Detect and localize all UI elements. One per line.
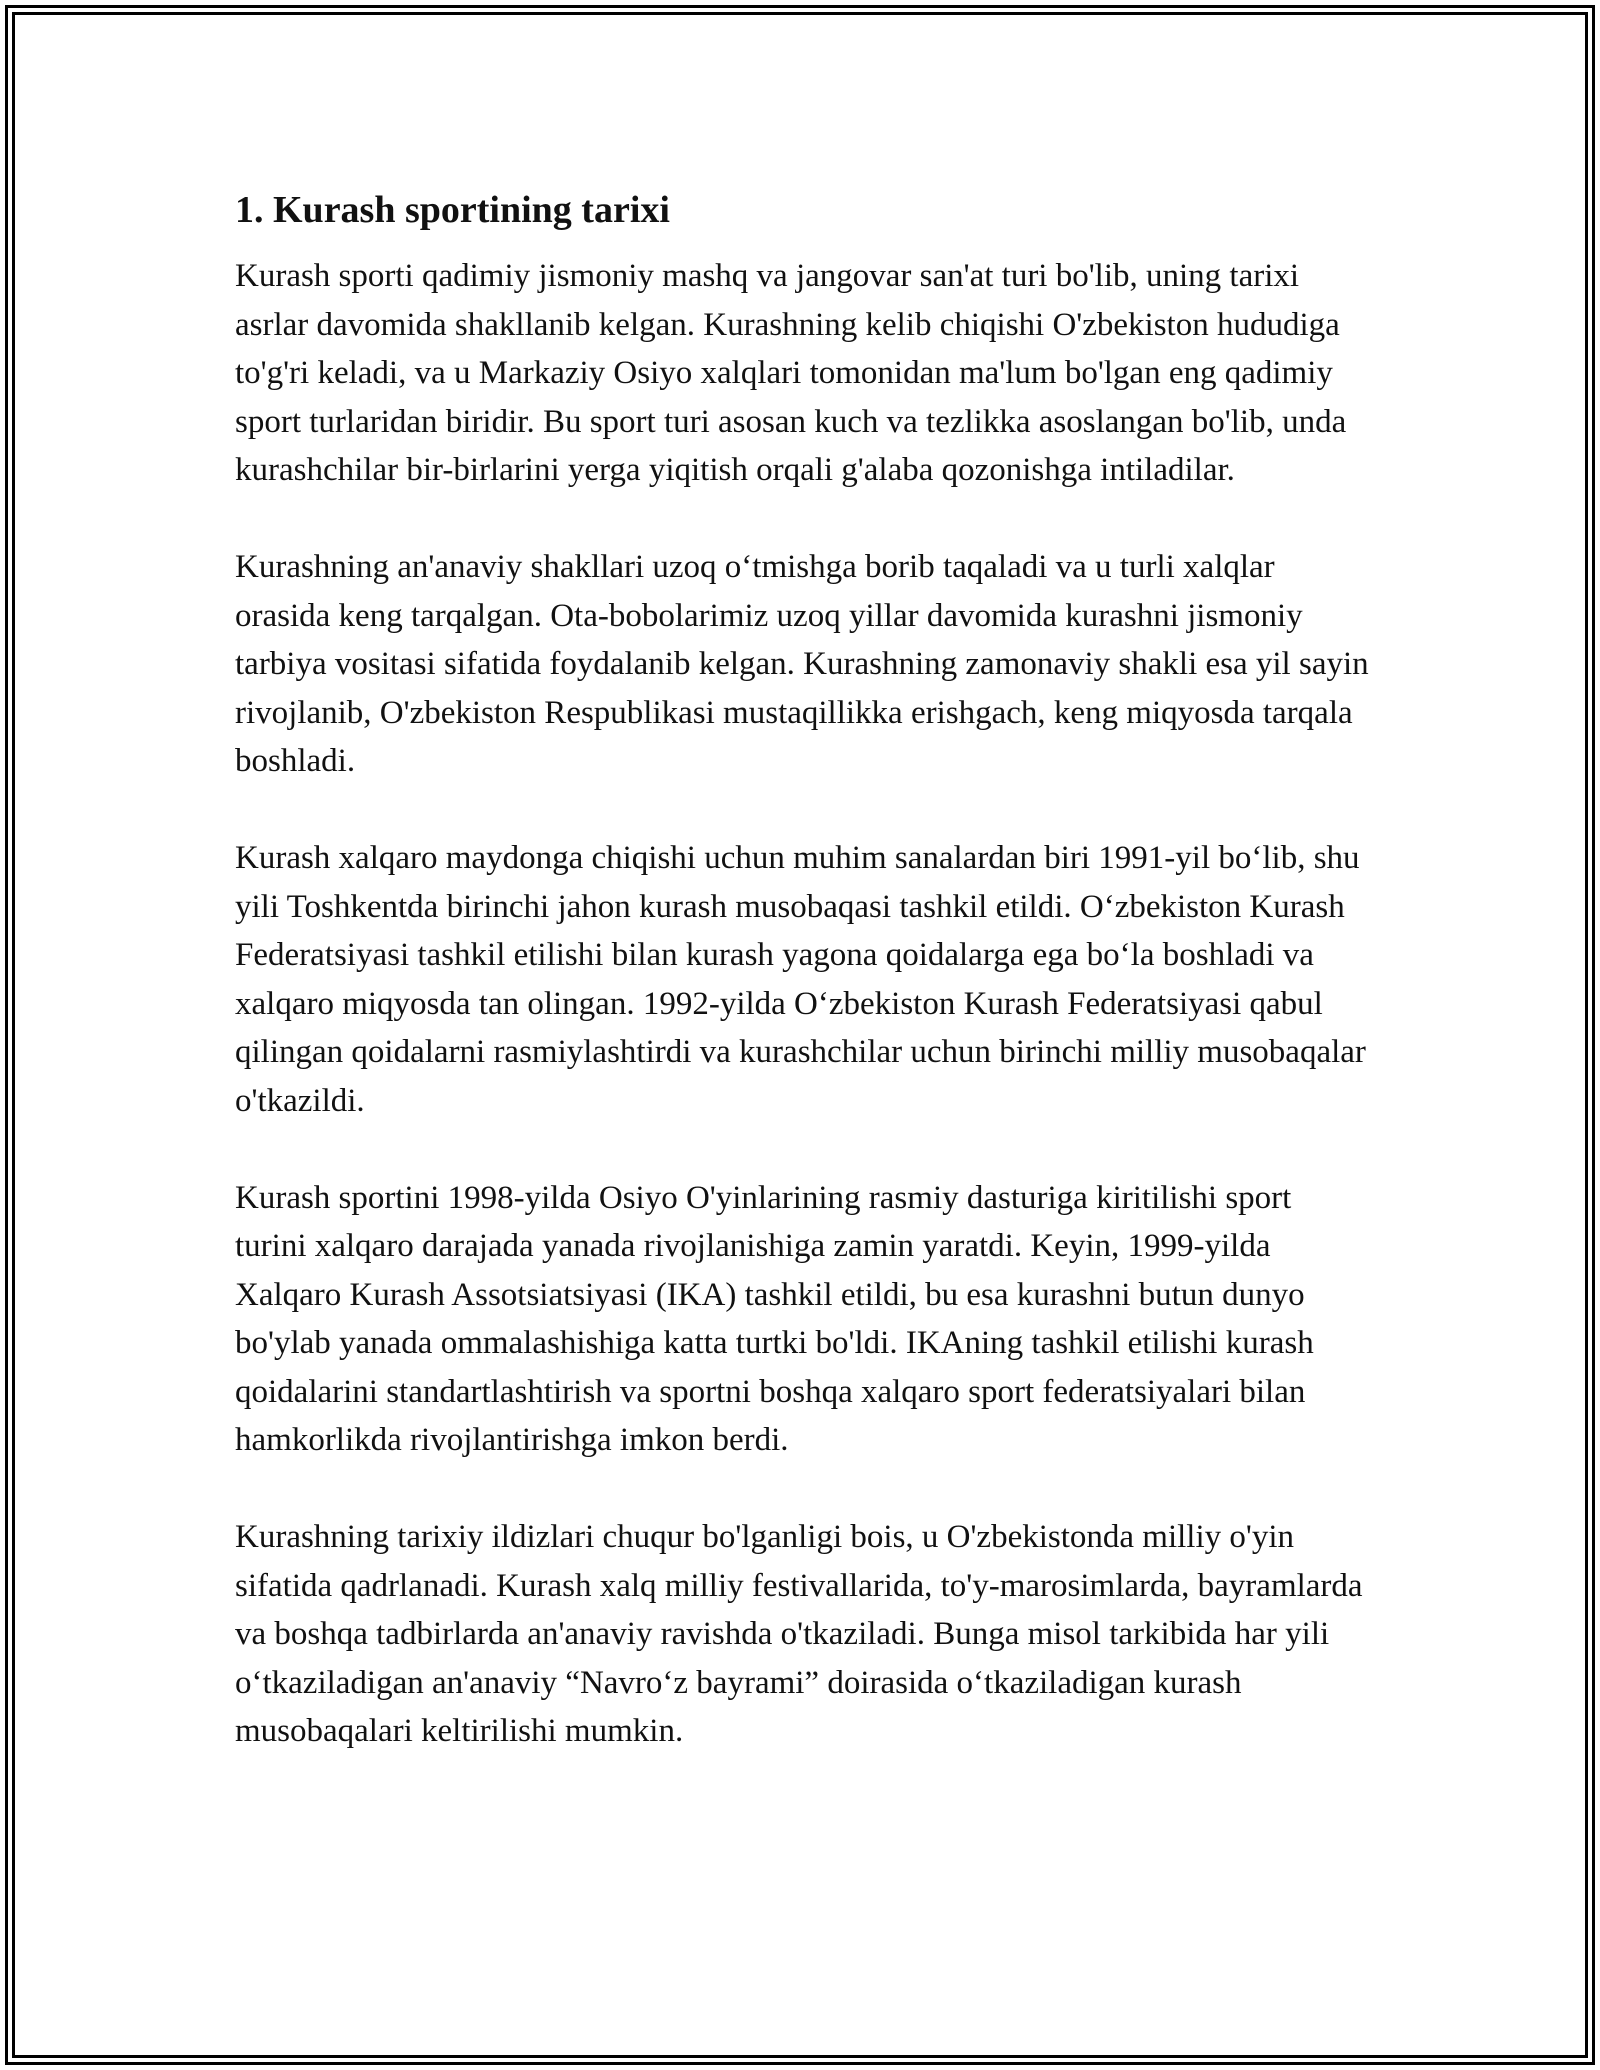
paragraph-3: Kurash xalqaro maydonga chiqishi uchun muhim sanalardan biri 1991-yil bo‘lib, shu yili Toshkentda birinchi jahon kurash musobaqasi tashkil etildi. O‘zbekiston Kurash Federatsiyasi tashkil etilishi bilan kurash yagona qoidalarga ega bo‘la boshladi va xalqaro miqyosda tan olingan. 1992-yilda O‘zbekiston Kurash Federatsiyasi qabul qilingan qoidalarni rasmiylashtirdi va kurashchilar uchun birinchi milliy musobaqalar o'tkazildi. — [235, 840, 1366, 1119]
document-body — [235, 186, 1370, 1804]
paragraph-2: Kurashning an'anaviy shakllari uzoq o‘tmishga borib taqaladi va u turli xalqlar orasida keng tarqalgan. Ota-bobolarimiz uzoq yillar davomida kurashni jismoniy tarbiya vositasi sifatida foydalanib kelgan. Kurashning zamonaviy shakli esa yil sayin rivojlanib, O'zbekiston Respublikasi mustaqillikka erishgach, keng miqyosda tarqala boshladi. — [235, 549, 1369, 779]
paragraph-1: Kurash sporti qadimiy jismoniy mashq va jangovar san'at turi bo'lib, uning tarixi asrlar davomida shakllanib kelgan. Kurashning kelib chiqishi O'zbekiston hududiga to'g'ri keladi, va u Markaziy Osiyo xalqlari tomonidan ma'lum bo'lgan eng qadimiy sport turlaridan biridir. Bu sport turi asosan kuch va tezlikka asoslangan bo'lib, unda kurashchilar bir-birlarini yerga yiqitish orqali g'alaba qozonishga intiladilar. — [235, 258, 1347, 488]
paragraph-5: Kurashning tarixiy ildizlari chuqur bo'lganligi bois, u O'zbekistonda milliy o'yin sifatida qadrlanadi. Kurash xalq milliy festivallarida, to'y-marosimlarda, bayramlarda va boshqa tadbirlarda an'anaviy ravishda o'tkaziladi. Bunga misol tarkibida har yili o‘tkaziladigan an'anaviy “Navro‘z bayrami” doirasida o‘tkaziladigan kurash musobaqalari keltirilishi mumkin. — [235, 1519, 1363, 1749]
section-heading: 1. Kurash sportining tarixi — [235, 189, 670, 231]
paragraph-4: Kurash sportini 1998-yilda Osiyo O'yinlarining rasmiy dasturiga kiritilishi sport turini xalqaro darajada yanada rivojlanishiga zamin yaratdi. Keyin, 1999-yilda Xalqaro Kurash Assotsiatsiyasi (IKA) tashkil etildi, bu esa kurashni butun dunyo bo'ylab yanada ommalashishiga katta turtki bo'ldi. IKAning tashkil etilishi kurash qoidalarini standartlashtirish va sportni boshqa xalqaro sport federatsiyalari bilan hamkorlikda rivojlantirishga imkon berdi. — [235, 1179, 1314, 1458]
